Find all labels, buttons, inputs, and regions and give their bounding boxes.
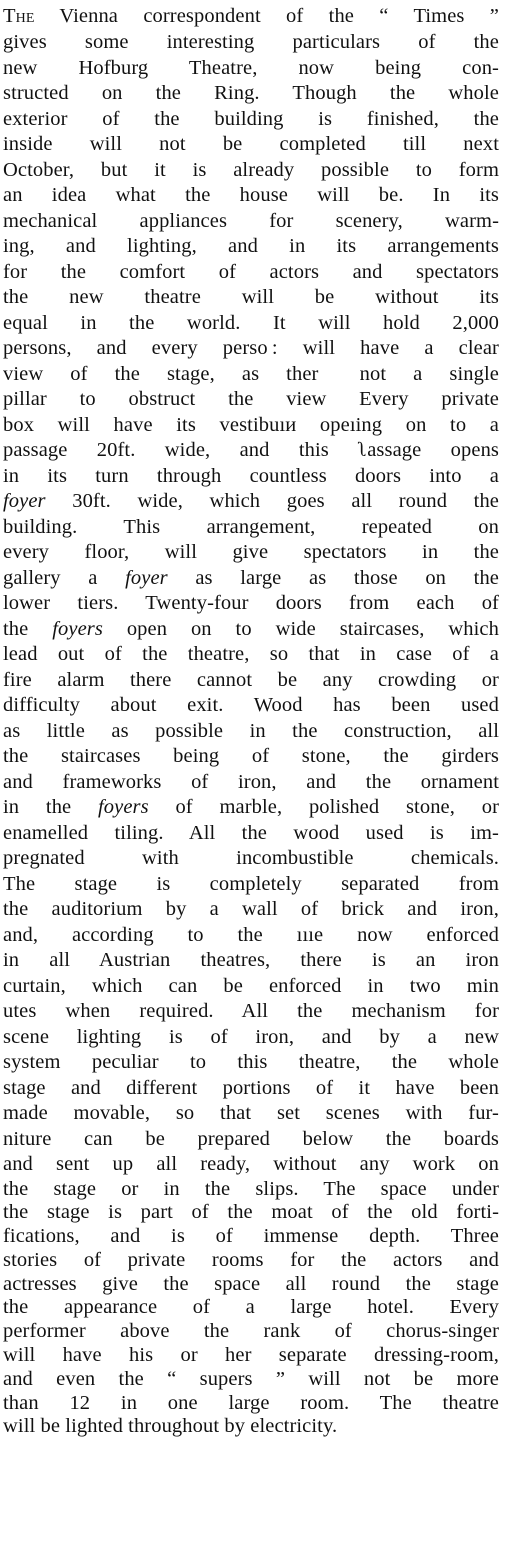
- article-line: [3, 1025, 499, 1051]
- article-line: [3, 387, 499, 413]
- article-line: [3, 234, 499, 260]
- article-line: [3, 30, 499, 56]
- line-text: enamelled tiling. All the wood used is im-: [3, 821, 499, 844]
- article-line: [3, 693, 499, 719]
- article-line: [3, 795, 499, 821]
- line-text: curtain, which can be enforced in two min: [3, 974, 499, 997]
- line-text: will be lighted throughout by electricity.: [3, 1415, 338, 1438]
- line-text: and, according to the ıııe now enforced: [3, 923, 499, 946]
- article-line: [3, 540, 499, 566]
- line-text: the: [3, 617, 53, 640]
- article-line: [3, 285, 499, 311]
- article-line: [3, 999, 499, 1025]
- line-text: difficulty about exit. Wood has been used: [3, 694, 499, 716]
- lead-word: The: [3, 5, 35, 27]
- line-text: in all Austrian theatres, there is an iron: [3, 949, 499, 971]
- article-line: [3, 132, 499, 158]
- article-line: [3, 56, 499, 82]
- article-line: [3, 183, 499, 209]
- line-text: building. This arrangement, repeated on: [3, 515, 499, 538]
- article-line: [3, 464, 499, 490]
- article-line: [3, 770, 499, 796]
- italic-word: foyers: [98, 796, 149, 818]
- article-line: [3, 1101, 499, 1127]
- line-text: performer above the rank of chorus-singer: [3, 1320, 499, 1343]
- line-text: October, but it is already possible to form: [3, 158, 499, 181]
- line-text: stories of private rooms for the actors and: [3, 1248, 499, 1271]
- line-text: lead out of the theatre, so that in case of a: [3, 643, 499, 665]
- article-line: [3, 1127, 499, 1153]
- line-text: lower tiers. Twenty-four doors from each of: [3, 592, 499, 614]
- line-text: new Hofburg Theatre, now being con-: [3, 56, 499, 79]
- article-line: [3, 1201, 499, 1225]
- line-text: pillar to obstruct the view Every private: [3, 388, 499, 410]
- line-text: Vienna correspondent of the “ Times ”: [34, 5, 499, 27]
- line-text: the stage is part of the moat of the old forti-: [3, 1201, 499, 1224]
- article-line: [3, 744, 499, 770]
- article-line: [3, 311, 499, 337]
- article-line: [3, 1368, 499, 1392]
- italic-word: foyer: [3, 490, 46, 512]
- line-text: box will have its vestibuıи opeıing on to a: [3, 413, 499, 436]
- line-text: as little as possible in the construction, all: [3, 719, 499, 742]
- line-text: scene lighting is of iron, and by a new: [3, 1025, 499, 1048]
- article-line: [3, 362, 499, 388]
- line-text: mechanical appliances for scenery, warm-: [3, 209, 499, 232]
- line-text: for the comfort of actors and spectators: [3, 260, 499, 283]
- line-text: exterior of the building is finished, the: [3, 107, 499, 130]
- article-line: [3, 515, 499, 541]
- line-text: stage and different portions of it have been: [3, 1076, 499, 1099]
- article-line: [3, 1076, 499, 1102]
- article-line: [3, 1050, 499, 1076]
- line-text: the appearance of a large hotel. Every: [3, 1296, 499, 1319]
- article-line: [3, 260, 499, 286]
- article-line: [3, 336, 499, 362]
- article-line: [3, 1415, 499, 1439]
- article-line: [3, 617, 499, 643]
- article-line: [3, 438, 499, 464]
- italic-word: foyers: [52, 617, 103, 640]
- line-text: actresses give the space all round the stage: [3, 1272, 499, 1295]
- line-text: and sent up all ready, without any work on: [3, 1153, 499, 1175]
- article-line: [3, 872, 499, 898]
- article-line: [3, 974, 499, 1000]
- article-line: [3, 1178, 499, 1202]
- article-line: [3, 1320, 499, 1344]
- line-text: fire alarm there cannot be any crowding or: [3, 668, 499, 691]
- line-text: fications, and is of immense depth. Three: [3, 1225, 499, 1248]
- line-text: pregnated with incombustible chemicals.: [3, 847, 499, 869]
- article-line: [3, 81, 499, 107]
- article-line: [3, 566, 499, 592]
- line-text: ing, and lighting, and in its arrangements: [3, 235, 499, 257]
- line-text: made movable, so that set scenes with fur-: [3, 1102, 499, 1124]
- article-line: [3, 897, 499, 923]
- line-text: the stage or in the slips. The space under: [3, 1177, 499, 1200]
- line-text: utes when required. All the mechanism for: [3, 1000, 499, 1022]
- article-line: [3, 821, 499, 847]
- line-text: in its turn through countless doors into a: [3, 464, 499, 487]
- article-line: [3, 209, 499, 235]
- article-line: [3, 1392, 499, 1416]
- article-line: [3, 719, 499, 745]
- line-text: and frameworks of iron, and the ornament: [3, 770, 499, 793]
- line-text: an idea what the house will be. In its: [3, 184, 499, 206]
- article-line: [3, 1249, 499, 1273]
- line-text: structed on the Ring. Though the whole: [3, 82, 499, 104]
- line-text: the staircases being of stone, the girders: [3, 745, 499, 767]
- line-text: the new theatre will be without its: [3, 286, 499, 308]
- line-text: the auditorium by a wall of brick and iron,: [3, 898, 499, 920]
- line-text: niture can be prepared below the boards: [3, 1127, 499, 1150]
- article-line: [3, 1273, 499, 1297]
- article-line: [3, 489, 499, 515]
- line-text: gives some interesting particulars of the: [3, 31, 499, 53]
- article-line: [3, 413, 499, 439]
- line-text: and even the “ supers ” will not be more: [3, 1367, 499, 1390]
- line-text: The stage is completely separated from: [3, 872, 499, 895]
- line-text: will have his or her separate dressing-room,: [3, 1344, 499, 1367]
- line-text: 30ft. wide, which goes all round the: [45, 490, 499, 512]
- italic-word: foyer: [125, 566, 168, 589]
- line-text: inside will not be completed till next: [3, 133, 499, 155]
- article-line: [3, 948, 499, 974]
- line-text: persons, and every perso : will have a clear: [3, 337, 499, 359]
- line-text: view of the stage, as ther not a single: [3, 362, 499, 385]
- article-line: [3, 591, 499, 617]
- article-line: [3, 642, 499, 668]
- line-text: system peculiar to this theatre, the whole: [3, 1051, 499, 1073]
- article-column: [3, 2, 503, 1439]
- article-line: [3, 1152, 499, 1178]
- line-text: as large as those on the: [167, 566, 499, 589]
- article-line: [3, 1296, 499, 1320]
- line-text: equal in the world. It will hold 2,000: [3, 311, 499, 334]
- line-text: of marble, polished stone, or: [148, 796, 499, 818]
- article-line: [3, 1225, 499, 1249]
- article-line: [3, 107, 499, 133]
- line-text: than 12 in one large room. The theatre: [3, 1391, 499, 1414]
- article-line: [3, 1344, 499, 1368]
- article-line: [3, 923, 499, 949]
- article-line: [3, 158, 499, 184]
- line-text: in the: [3, 796, 98, 818]
- article-line: [3, 2, 499, 30]
- article-line: [3, 668, 499, 694]
- line-text: passage 20ft. wide, and this ʅassage opens: [3, 439, 499, 461]
- line-text: open on to wide staircases, which: [102, 617, 499, 640]
- line-text: every floor, will give spectators in the: [3, 541, 499, 563]
- article-line: [3, 846, 499, 872]
- line-text: gallery a: [3, 566, 126, 589]
